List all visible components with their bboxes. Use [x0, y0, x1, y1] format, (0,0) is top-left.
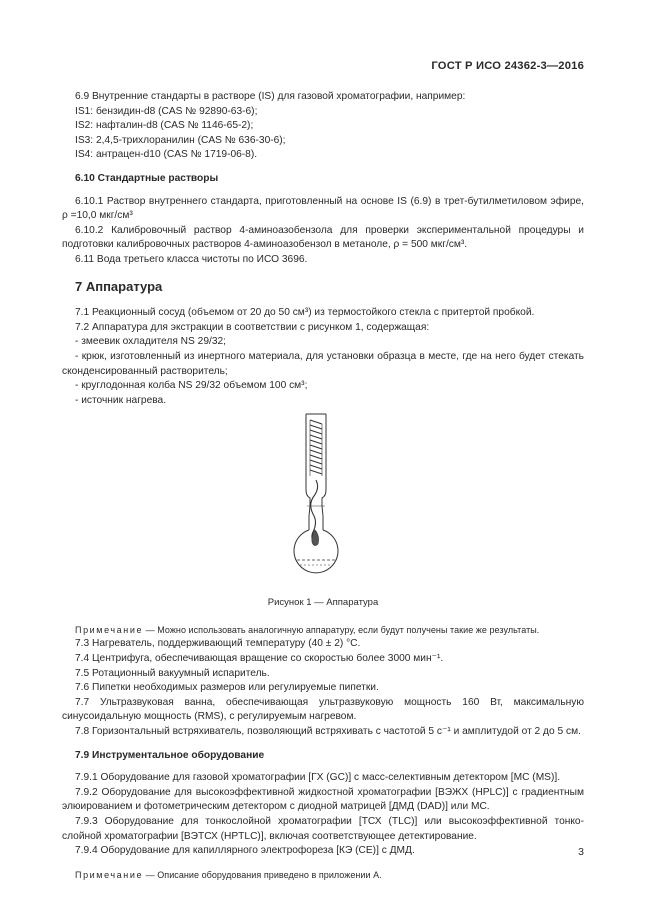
para-is3: IS3: 2,4,5-трихлоранилин (CAS № 636-30-6);	[75, 134, 286, 146]
page-number: 3	[578, 846, 584, 858]
note-figure	[62, 623, 584, 638]
apparatus-drawing	[280, 410, 356, 594]
figure-1-caption: Рисунок 1 — Аппаратура	[267, 597, 379, 609]
para-7-5: 7.5 Ротационный вакуумный испаритель.	[75, 667, 270, 679]
condenser-coil	[310, 420, 322, 474]
para-7-9-4: 7.9.4 Оборудование для капиллярного электрофореза [КЭ (CE)] с ДМД.	[75, 845, 415, 857]
document-body	[62, 90, 584, 882]
heading-7: 7 Аппаратура	[75, 278, 163, 294]
para-7-4: 7.4 Центрифуга, обеспечивающая вращение со скоростью более 3000 мин⁻¹.	[75, 653, 444, 665]
para-6-11: 6.11 Вода третьего класса чистоты по ИСО 3696.	[75, 253, 308, 265]
para-is1: IS1: бензидин-d8 (CAS № 92890-63-6);	[75, 105, 258, 117]
para-7-9-2: 7.9.2 Оборудование для высокоэффективной жидкостной хроматографии [ВЭЖХ (HPLC)] с градиентным элюированием и фотометрическим детектором с диодной матрицей [ДМД (DAD)] или МС.	[62, 786, 584, 813]
heading-6-10: 6.10 Стандартные растворы	[75, 172, 219, 184]
note-label: Примечание	[75, 624, 144, 635]
para-7-9-1: 7.9.1 Оборудование для газовой хроматографии [ГХ (GC)] с масс-селективным детектором [МС (MS)].	[75, 772, 561, 784]
para-7-9-3: 7.9.3 Оборудование для тонкослойной хроматографии [ТСХ (TLC)] или высокоэффективной тонко-слойной хроматографии [ВЭТСХ (HPTLC)], включая соответствующее детектирование.	[62, 816, 584, 842]
para-7-8: 7.8 Горизонтальный встряхиватель, позволяющий встряхивать с частотой 5 с⁻¹ и амплитудой от 2 до 5 см.	[75, 726, 581, 738]
document-standard-id: ГОСТ Р ИСО 24362-3—2016	[431, 60, 584, 72]
para-7-1: 7.1 Реакционный сосуд (объемом от 20 до 50 см³) из термостойкого стекла с притертой пробкой.	[75, 307, 535, 319]
para-is2: IS2: нафталин-d8 (CAS № 1146-65-2);	[75, 120, 254, 132]
heading-7-9: 7.9 Инструментальное оборудование	[75, 749, 265, 761]
para-6-9: 6.9 Внутренние стандарты в растворе (IS) для газовой хроматографии, например:	[75, 91, 466, 102]
list-item-hook: - крюк, изготовленный из инертного материала, для установки образца в месте, где на него будет стекать сконденсированный растворитель;	[62, 350, 584, 377]
note-text: — Можно использовать аналогичную аппаратуру, если будут получены такие же результаты.	[143, 624, 540, 635]
list-item-coil: - змеевик охладителя NS 29/32;	[75, 336, 226, 348]
figure-1-apparatus	[62, 410, 584, 596]
para-6-10-2: 6.10.2 Калибровочный раствор 4-аминоазобензола для проверки экспериментальной процедуры и подготовки калибровочных растворов 4-аминоазобензол в метаноле, ρ = 500 мкг/см³.	[62, 224, 584, 251]
para-7-6: 7.6 Пипетки необходимых размеров или регулируемые пипетки.	[75, 682, 379, 694]
note-text: — Описание оборудования приведено в приложении А.	[143, 869, 382, 880]
note-equipment	[62, 868, 584, 883]
list-item-heater: - источник нагрева.	[75, 394, 167, 406]
note-label: Примечание	[75, 869, 144, 880]
para-7-7: 7.7 Ультразвуковая ванна, обеспечивающая ультразвуковую мощность 160 Вт, максимальную синусоидальную мощность (RMS), с регулируемым нагревом.	[62, 696, 584, 723]
para-7-2: 7.2 Аппаратура для экстракции в соответствии с рисунком 1, содержащая:	[75, 321, 430, 333]
para-is4: IS4: антрацен-d10 (CAS № 1719-06-8).	[75, 149, 258, 161]
para-7-3: 7.3 Нагреватель, поддерживающий температуру (40 ± 2) °С.	[75, 638, 361, 650]
para-6-10-1: 6.10.1 Раствор внутреннего стандарта, приготовленный на основе IS (6.9) в трет-бутилметиловом эфире, ρ =10,0 мкг/см³	[62, 195, 584, 222]
list-item-flask: - круглодонная колба NS 29/32 объемом 100 см³;	[75, 380, 308, 392]
